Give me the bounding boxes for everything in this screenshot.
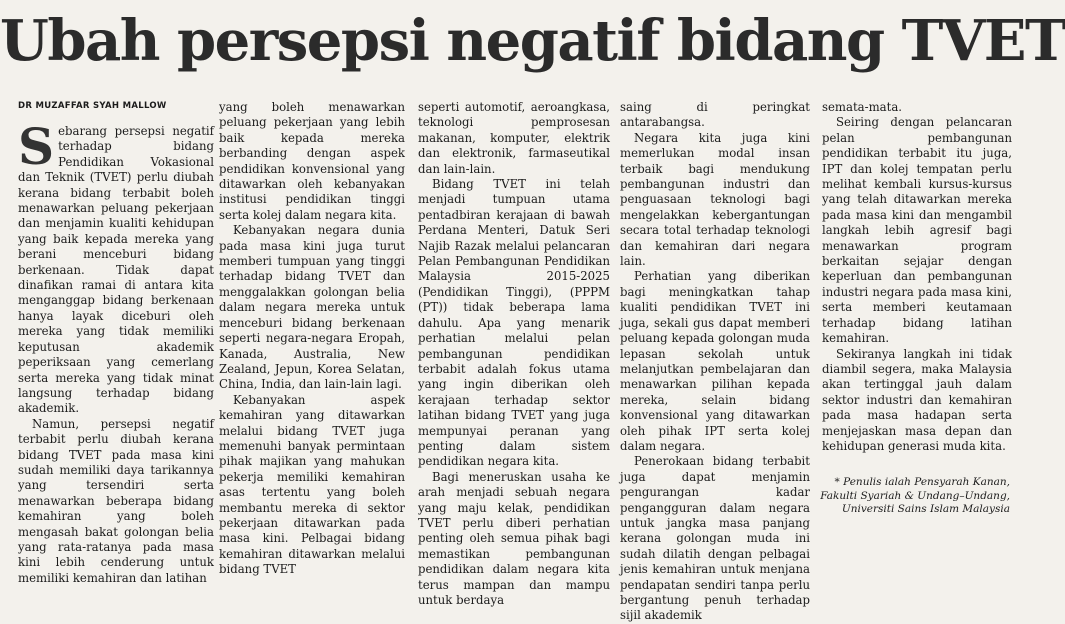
paragraph: Penerokaan bidang terbabit juga dapat menjamin pengurangan kadar pengangguran dalam negara untuk jangka masa panjang kerana golongan muda ini sudah dilatih dengan pelbagai jenis kemahiran untuk menjana pendapatan sendiri tanpa perlu bergantung penuh terhadap sijil akademik [620,454,810,623]
paragraph: Bagi meneruskan usaha ke arah menjadi sebuah negara yang maju kelak, pendidikan TVET perlu diberi perhatian penting oleh semua pihak bagi memastikan pembangunan pendidikan dalam negara kita terus mampan dan mampu untuk berdaya [418,469,610,607]
paragraph: Namun, persepsi negatif terbabit perlu diubah kerana bidang TVET pada masa kini sudah memiliki daya tarikannya yang tersendiri serta menawarkan beberapa bidang kemahiran yang boleh mengasah bakat golongan belia yang rata-ratanya pada masa kini lebih cenderung untuk memiliki kemahiran dan latihan [18,416,214,585]
column-2 [219,100,405,577]
author-note: * Penulis ialah Pensyarah Kanan, Fakulti Syariah & Undang–Undang, Universiti Sains Islam Malaysia [820,476,1010,515]
paragraph: semata-mata. [822,100,903,114]
paragraph: Sekiranya langkah ini tidak diambil segera, maka Malaysia akan tertinggal jauh dalam sektor industri dan kemahiran pada masa hadapan serta menjejaskan masa depan dan kehidupan generasi muda kita. [822,346,1012,453]
paragraph: Sebarang persepsi negatif terhadap bidang Pendidikan Vokasional dan Teknik (TVET) perlu diubah kerana bidang terbabit boleh menawarkan peluang pekerjaan dan menjamin kualiti kehidupan yang baik kepada mereka yang berani menceburi bidang berkenaan. Tidak dapat dinafikan ramai di antara kita menganggap bidang berkenaan hanya layak diceburi oleh mereka yang tidak memiliki keputusan akademik peperiksaan yang cemerlang serta mereka yang tidak minat langsung terhadap bidang akademik. [18,117,214,416]
paragraph: Negara kita juga kini memerlukan modal insan terbaik bagi mendukung pembangunan industri dan penguasaan teknologi bagi mengelakkan kebergantungan secara total terhadap teknologi dan kemahiran dari negara lain. [620,130,810,269]
paragraph: saing di peringkat antarabangsa. [620,100,810,130]
drop-cap: S [18,117,55,176]
headline: Ubah persepsi negatif bidang TVET [0,8,1065,74]
paragraph: Bidang TVET ini telah menjadi tumpuan utama pentadbiran kerajaan di bawah Perdana Menteri, Datuk Seri Najib Razak melalui pelancaran Pelan Pembangunan Pendidikan Malaysia 2015-2025 (Pendidikan Tinggi), (PPPM (PT)) tidak beberapa lama dahulu. Apa yang menarik perhatian melalui pelan pembangunan pendidikan terbabit adalah fokus utama yang ingin diberikan oleh kerajaan terhadap sektor latihan bidang TVET yang juga mempunyai peranan yang penting dalam sistem pendidikan negara kita. [418,177,610,469]
column-5 [822,100,1012,460]
paragraph: yang boleh menawarkan peluang pekerjaan yang lebih baik kepada mereka berbanding dengan aspek pendidikan konvensional yang ditawarkan oleh kebanyakan institusi pendidikan tinggi serta kolej dalam negara kita. [219,100,405,222]
column-3 [418,100,610,607]
paragraph: Perhatian yang diberikan bagi meningkatkan tahap kualiti pendidikan TVET ini juga, sekali gus dapat memberi peluang kepada golongan muda lepasan sekolah untuk melanjutkan pembelajaran dan menawarkan pilihan kepada mereka, selain bidang konvensional yang ditawarkan oleh pihak IPT serta kolej dalam negara. [620,269,810,453]
paragraph: Kebanyakan aspek kemahiran yang ditawarkan melalui bidang TVET juga memenuhi banyak permintaan pihak majikan yang mahukan pekerja memiliki kemahiran asas tertentu yang boleh membantu mereka di sektor pekerjaan ditawarkan pada masa kini. Pelbagai bidang kemahiran ditawarkan melalui bidang TVET [219,392,405,577]
byline: DR MUZAFFAR SYAH MALLOW [18,101,167,111]
paragraph: Kebanyakan negara dunia pada masa kini juga turut memberi tumpuan yang tinggi terhadap bidang TVET dan menggalakkan golongan belia dalam negara mereka untuk menceburi bidang berkenaan seperti negara-negara Eropah, Kanada, Australia, New Zealand, Jepun, Korea Selatan, China, India, dan lain-lain lagi. [219,223,405,392]
paragraph: Seiring dengan pelancaran pelan pembangunan pendidikan terbabit itu juga, IPT dan kolej tempatan perlu melihat kembali kursus-kursus yang telah ditawarkan mereka pada masa kini dan mengambil langkah lebih agresif bagi menawarkan program berkaitan sejajar dengan keperluan dan pembangunan industri negara pada masa kini, serta memberi keutamaan terhadap bidang latihan kemahiran. [822,115,1012,346]
paragraph: seperti automotif, aeroangkasa, teknologi pemprosesan makanan, komputer, elektrik dan elektronik, farmaseutikal dan lain-lain. [418,100,610,176]
column-1 [18,100,214,585]
column-4 [620,100,810,623]
